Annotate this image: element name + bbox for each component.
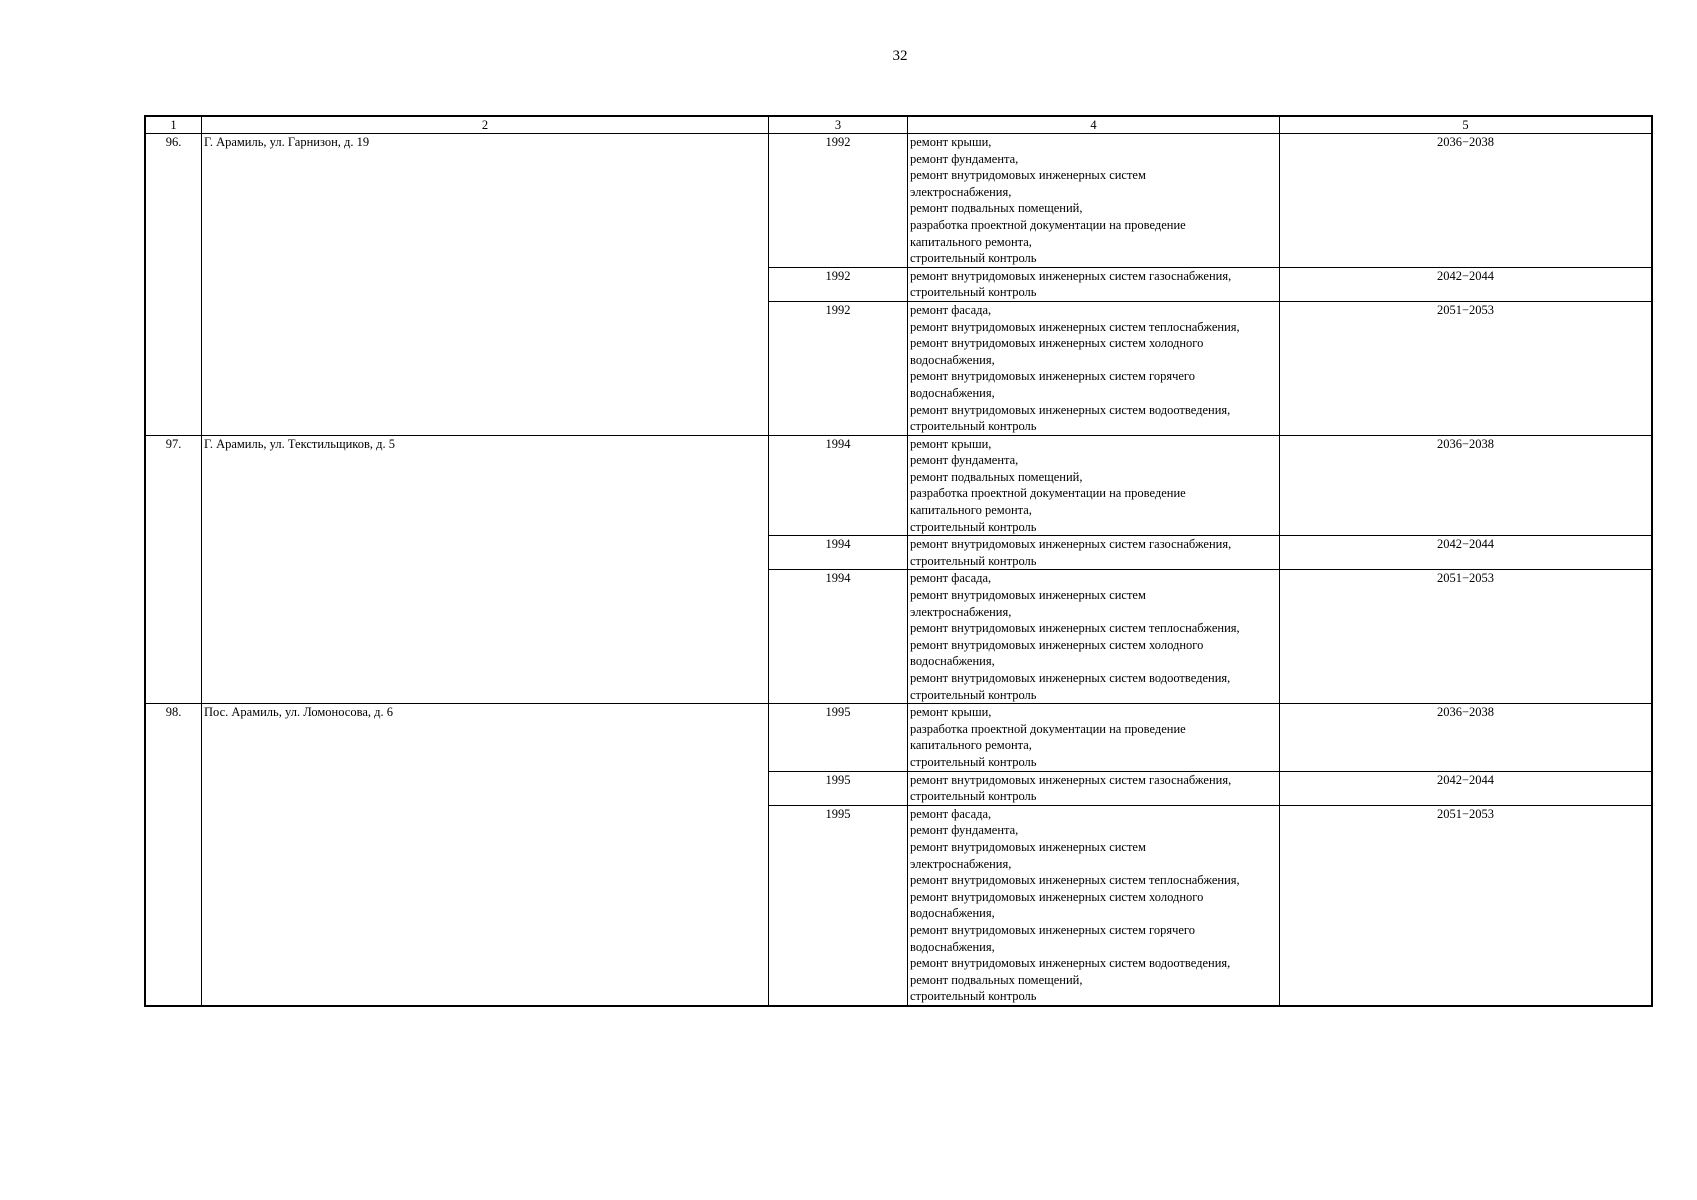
work-item: ремонт фундамента, <box>910 823 1019 838</box>
column-header-3: 3 <box>769 117 908 134</box>
works-list <box>908 704 1280 771</box>
repair-period: 2042−2044 <box>1280 536 1652 570</box>
column-header-4: 4 <box>908 117 1280 134</box>
building-address: Г. Арамиль, ул. Текстильщиков, д. 5 <box>202 435 769 704</box>
work-item: ремонт подвальных помещений, <box>910 469 1083 484</box>
works-list <box>908 134 1280 268</box>
work-item: ремонт внутридомовых инженерных систем водоотведения, <box>910 402 1231 417</box>
building-address: Пос. Арамиль, ул. Ломоносова, д. 6 <box>202 704 769 1006</box>
work-item: электроснабжения, <box>910 184 1012 199</box>
work-item: ремонт внутридомовых инженерных систем горячего <box>910 922 1195 937</box>
works-list <box>908 267 1280 301</box>
construction-year: 1995 <box>769 771 908 805</box>
work-item: ремонт внутридомовых инженерных систем теплоснабжения, <box>910 319 1240 334</box>
work-item: ремонт фасада, <box>910 806 992 821</box>
work-item: капитального ремонта, <box>910 234 1032 249</box>
works-list <box>908 435 1280 536</box>
works-list <box>908 805 1280 1005</box>
work-item: водоснабжения, <box>910 906 995 921</box>
column-header-5: 5 <box>1280 117 1652 134</box>
work-item: ремонт внутридомовых инженерных систем холодного <box>910 336 1204 351</box>
repair-period: 2042−2044 <box>1280 771 1652 805</box>
table-row <box>146 134 1652 268</box>
work-item: водоснабжения, <box>910 352 995 367</box>
works-list <box>908 301 1280 435</box>
construction-year: 1994 <box>769 570 908 704</box>
work-item: ремонт внутридомовых инженерных систем <box>910 588 1146 603</box>
work-item: электроснабжения, <box>910 856 1012 871</box>
work-item: строительный контроль <box>910 419 1037 434</box>
work-item: строительный контроль <box>910 754 1037 769</box>
repair-period: 2051−2053 <box>1280 570 1652 704</box>
works-list <box>908 771 1280 805</box>
repair-period: 2051−2053 <box>1280 805 1652 1005</box>
work-item: ремонт внутридомовых инженерных систем <box>910 839 1146 854</box>
repair-period: 2042−2044 <box>1280 267 1652 301</box>
work-item: капитального ремонта, <box>910 738 1032 753</box>
work-item: ремонт фасада, <box>910 571 992 586</box>
page-number: 32 <box>892 48 908 64</box>
header-row <box>146 117 1652 134</box>
work-item: водоснабжения, <box>910 385 995 400</box>
work-item: ремонт внутридомовых инженерных систем <box>910 168 1146 183</box>
construction-year: 1995 <box>769 805 908 1005</box>
work-item: ремонт внутридомовых инженерных систем газоснабжения, <box>910 772 1232 787</box>
work-item: водоснабжения, <box>910 939 995 954</box>
row-number: 96. <box>146 134 202 436</box>
work-item: ремонт крыши, <box>910 705 992 720</box>
work-item: разработка проектной документации на проведение <box>910 486 1186 501</box>
construction-year: 1992 <box>769 134 908 268</box>
table-header <box>146 117 1652 134</box>
work-item: строительный контроль <box>910 989 1037 1004</box>
work-item: ремонт внутридомовых инженерных систем водоотведения, <box>910 956 1231 971</box>
work-item: ремонт внутридомовых инженерных систем теплоснабжения, <box>910 621 1240 636</box>
repair-period: 2036−2038 <box>1280 134 1652 268</box>
repair-period: 2051−2053 <box>1280 301 1652 435</box>
work-item: разработка проектной документации на проведение <box>910 217 1186 232</box>
construction-year: 1994 <box>769 536 908 570</box>
work-item: разработка проектной документации на проведение <box>910 721 1186 736</box>
work-item: ремонт фундамента, <box>910 151 1019 166</box>
column-header-2: 2 <box>202 117 769 134</box>
work-item: капитального ремонта, <box>910 503 1032 518</box>
work-item: ремонт внутридомовых инженерных систем горячего <box>910 369 1195 384</box>
works-list <box>908 570 1280 704</box>
work-item: строительный контроль <box>910 553 1037 568</box>
work-item: ремонт крыши, <box>910 436 992 451</box>
table-row <box>146 704 1652 771</box>
work-item: ремонт внутридомовых инженерных систем газоснабжения, <box>910 537 1232 552</box>
work-item: строительный контроль <box>910 251 1037 266</box>
row-number: 98. <box>146 704 202 1006</box>
work-item: ремонт внутридомовых инженерных систем газоснабжения, <box>910 268 1232 283</box>
construction-year: 1994 <box>769 435 908 536</box>
work-item: ремонт внутридомовых инженерных систем теплоснабжения, <box>910 873 1240 888</box>
work-item: ремонт подвальных помещений, <box>910 972 1083 987</box>
repair-plan-table <box>145 116 1652 1006</box>
construction-year: 1992 <box>769 301 908 435</box>
work-item: ремонт крыши, <box>910 135 992 149</box>
table-body <box>146 134 1652 1006</box>
work-item: ремонт внутридомовых инженерных систем водоотведения, <box>910 671 1231 685</box>
work-item: ремонт фасада, <box>910 302 992 317</box>
work-item: электроснабжения, <box>910 604 1012 619</box>
construction-year: 1995 <box>769 704 908 771</box>
repair-period: 2036−2038 <box>1280 435 1652 536</box>
work-item: ремонт фундамента, <box>910 453 1019 468</box>
table-row <box>146 435 1652 536</box>
building-address: Г. Арамиль, ул. Гарнизон, д. 19 <box>202 134 769 436</box>
work-item: строительный контроль <box>910 519 1037 534</box>
column-header-1: 1 <box>146 117 202 134</box>
work-item: ремонт подвальных помещений, <box>910 201 1083 216</box>
repair-period: 2036−2038 <box>1280 704 1652 771</box>
work-item: строительный контроль <box>910 789 1037 804</box>
work-item: водоснабжения, <box>910 654 995 669</box>
works-list <box>908 536 1280 570</box>
construction-year: 1992 <box>769 267 908 301</box>
row-number: 97. <box>146 435 202 704</box>
work-item: ремонт внутридомовых инженерных систем холодного <box>910 889 1204 904</box>
work-item: строительный контроль <box>910 285 1037 300</box>
work-item: ремонт внутридомовых инженерных систем холодного <box>910 637 1204 652</box>
work-item: строительный контроль <box>910 687 1037 702</box>
